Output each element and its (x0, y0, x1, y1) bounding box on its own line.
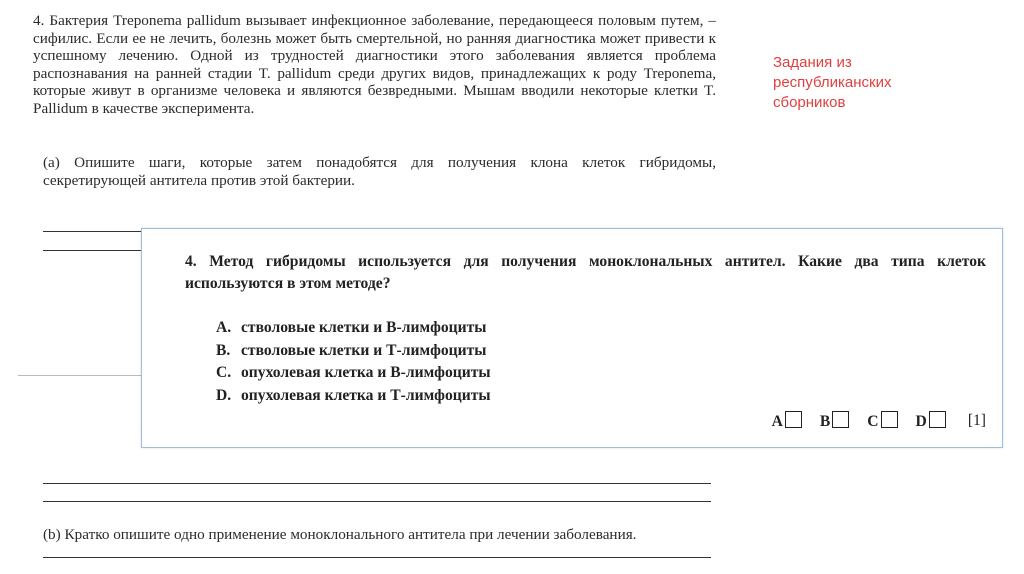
answer-row (754, 411, 986, 431)
mcq-options (216, 317, 491, 407)
answer-line (18, 375, 158, 376)
option-text: опухолевая клетка и Т-лимфоциты (241, 386, 491, 404)
mcq-option-a (216, 317, 491, 340)
question-4-text: 4. Бактерия Treponema pallidum вызывает инфекционное заболевание, передающееся половым путем, – сифилис. Если ее не лечить, болезнь может быть смертельной, но ранняя диагностика может привести к успешному лечению. Одной из трудностей диагностики этого заболевания является проблема распознавания на ранней стадии T. pallidum среди других видов, принадлежащих к роду Treponema, которые живут в организме человека и являются безвредными. Мышам вводили некоторые клетки T. Pallidum в качестве эксперимента. (33, 12, 716, 117)
answer-line (43, 483, 711, 484)
part-a-prompt: (a) Опишите шаги, которые затем понадобятся для получения клона клеток гибридомы, секретирующей антитела против этой бактерии. (43, 154, 716, 189)
part-b-prompt: (b) Кратко опишите одно применение моноклонального антитела при лечении заболевания. (43, 526, 637, 543)
side-note-line: сборников (773, 94, 846, 111)
answer-label: D (915, 413, 927, 430)
answer-line (43, 501, 711, 502)
answer-label: B (819, 413, 831, 430)
mcq-box (141, 228, 1003, 448)
answer-c (867, 411, 897, 431)
marks-label: [1] (967, 412, 986, 429)
answer-a-checkbox[interactable] (785, 411, 802, 428)
answer-label: C (867, 413, 879, 430)
option-text: стволовые клетки и Т-лимфоциты (241, 341, 487, 359)
side-note (773, 53, 891, 113)
option-letter: A. (216, 319, 232, 336)
option-letter: C. (216, 364, 232, 381)
option-letter: B. (216, 341, 231, 359)
answer-line (43, 557, 711, 558)
side-note-line: республиканских (773, 74, 892, 91)
option-letter: D. (216, 386, 232, 404)
mcq-option-c (216, 362, 491, 385)
answer-c-checkbox[interactable] (881, 411, 898, 428)
answer-b-checkbox[interactable] (832, 411, 849, 428)
mcq-option-b (216, 340, 491, 363)
option-text: опухолевая клетка и В-лимфоциты (241, 364, 491, 381)
answer-d (916, 411, 946, 431)
answer-label: A (771, 413, 783, 430)
side-note-line: Задания из (773, 54, 852, 71)
answer-a (772, 411, 802, 431)
answer-b (820, 411, 849, 431)
option-text: стволовые клетки и В-лимфоциты (241, 319, 487, 336)
mcq-question: 4. Метод гибридомы используется для получения моноклональных антител. Какие два типа клеток используются в этом методе? (185, 253, 986, 292)
answer-d-checkbox[interactable] (929, 411, 946, 428)
mcq-option-d (216, 385, 491, 408)
